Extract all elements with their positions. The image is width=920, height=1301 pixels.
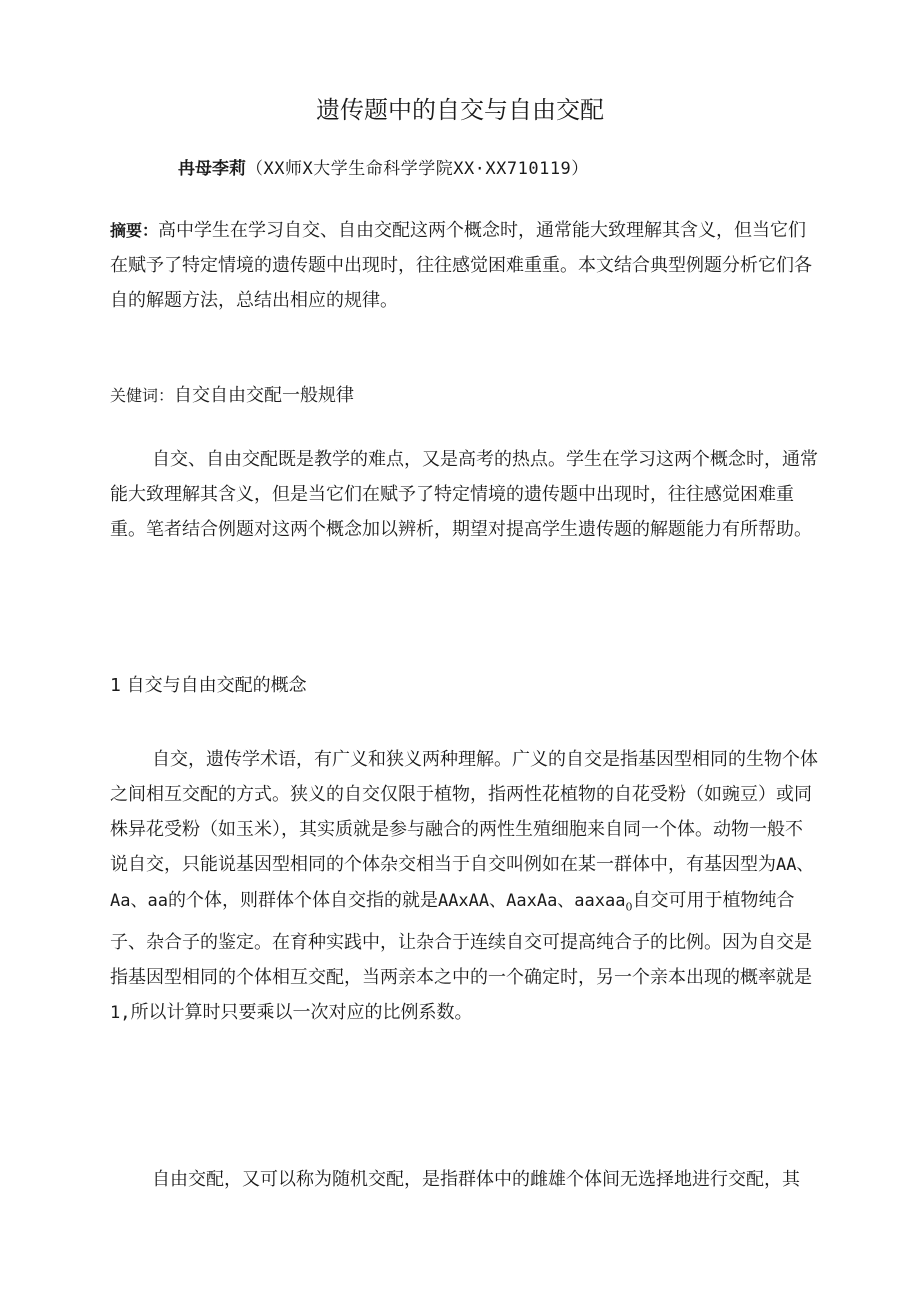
keywords-label: 关健词： [110,386,175,405]
abstract-label: 摘要： [110,221,159,240]
author-line [178,155,589,183]
paragraph-selfing-part3: 自交可用于植物纯合子、杂合子的鉴定。在育种实践中，让杂合于连续自交可提高纯合子的比例。因为自交是指基因型相同的个体相互交配，当两亲本之中的一个确定时，另一个亲本出现的概率就是 [110,890,812,988]
paragraph-free-mating-text: 自由交配，又可以称为随机交配，是指群体中的雌雄个体间无选择地进行交配，其 [152,1169,800,1190]
section-number: 1 [110,675,121,696]
genotype-list: AA、Aa、aa [110,855,814,911]
cross-list: AAxAA、AaxAa、aaxaa [437,891,626,911]
abstract-text: 高中学生在学习自交、自由交配这两个概念时，通常能大致理解其含义，但当它们在赋予了特定情境的遗传题中出现时，往往感觉困难重重。本文结合典型例题分析它们各自的解题方法，总结出相应的规律。 [110,220,812,311]
intro-paragraph [110,442,820,547]
intro-text: 自交、自由交配既是教学的难点，又是高考的热点。学生在学习这两个概念时，通常能大致理解其含义，但是当它们在赋予了特定情境的遗传题中出现时，往往感觉困难重重。笔者结合例题对这两个概念加以辨析，期望对提高学生遗传题的解题能力有所帮助。 [110,449,818,540]
keywords [110,378,820,413]
keywords-text: 自交自由交配一般规律 [174,385,355,406]
section-heading [110,668,820,703]
probability-one: 1, [110,1002,131,1023]
paragraph-selfing [110,742,820,1031]
paragraph-selfing-part1: 自交，遗传学术语，有广义和狭义两种理解。广义的自交是指基因型相同的生物个体之间相互交配的方式。狭义的自交仅限于植物，指两性花植物的自花受粉（如豌豆）或同株异花受粉（如玉米），其实质就是参与融合的两性生殖细胞来自同一个体。动物一般不说自交，只能说基因型相同的个体杂交相当于自交叫例如在某一群体中，有基因型为 [110,749,818,875]
paragraph-free-mating [110,1162,820,1197]
abstract [110,213,820,318]
author-name: 冉母李莉 [178,159,246,179]
section-title: 自交与自由交配的概念 [126,675,307,696]
cross-subscript: 0 [625,900,633,914]
document-title: 遗传题中的自交与自由交配 [316,96,604,124]
author-affiliation: （XX师X大学生命科学学院XX·XX710119） [246,159,589,179]
paragraph-selfing-part2: 的个体，则群体个体自交指的就是 [167,890,438,911]
paragraph-selfing-part4: 所以计算时只要乘以一次对应的比例系数。 [130,1001,473,1023]
